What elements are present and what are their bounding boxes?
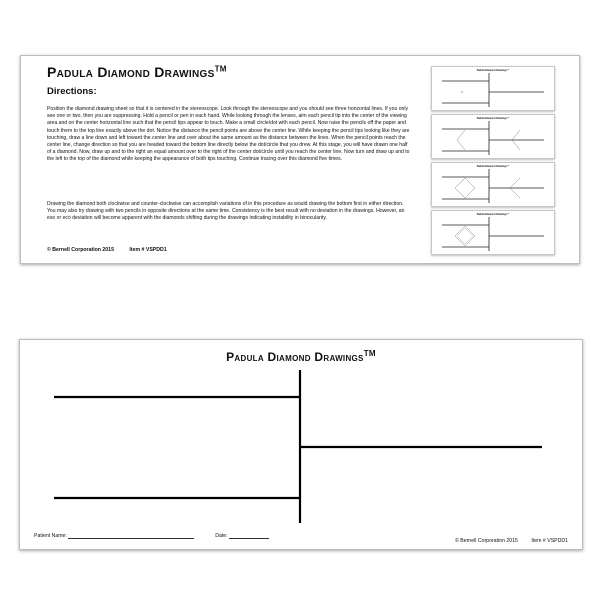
thumbnail-title: Padula Diamond Drawings™ [476, 69, 510, 72]
item-number: Item # VSPDD1 [531, 538, 568, 544]
patient-info-row [34, 533, 269, 539]
worksheet-card [19, 339, 583, 550]
copyright-text: © Bernell Corporation 2015 [47, 247, 114, 253]
date-field[interactable] [229, 533, 269, 539]
diamond-drawing-grid[interactable] [20, 340, 582, 549]
patient-name-field[interactable] [68, 533, 194, 539]
directions-paragraph-2: Drawing the diamond both clockwise and counter-clockwise can accomplish variations of in this procedure as would drawing the bottom first in either direction. You may also try drawing with two pencils in opposite directions at the same time. Consistency is the best result with no deviation in the drawings. However, an eso or eco deviation will become apparent with the diamonds shifting during the drawings indicating instability in binocularity. [47, 201, 405, 222]
patient-name-label: Patient Name: [34, 533, 67, 539]
thumbnail-step-1 [431, 66, 555, 111]
directions-footer [47, 247, 181, 253]
thumbnail-title: Padula Diamond Drawings™ [476, 117, 510, 120]
directions-title: Padula Diamond Drawings™ [47, 64, 227, 80]
item-number: Item # VSPDD1 [129, 247, 167, 253]
thumbnail-step-3 [431, 162, 555, 207]
directions-card [20, 55, 580, 264]
date-label: Date: [215, 533, 228, 539]
directions-paragraph-1: Position the diamond drawing sheet so that it is centered in the stereoscope. Look through the stereoscope and you should see three horizontal lines. If you only see one or two, then you are suppressing. Hold a pencil or pen in each hand. While looking through the lenses, aim each pencil tip into the center of the viewing area and on the center horizontal line such that the pencil tips appear to touch. Make a small circle/dot with each pencil. Now raise the pencils off the paper and touch them to the top line exactly above the dot. Notice the distance the pencil points are above the center line. While keeping the pencil tips looking like they are touching, draw a line down and left toward the center line and over about the same amount as the distance between the lines. When the pencil points reach the center line, change direction so that you are headed toward the bottom line directly below the dot/circle that you drew. At this stage, you will have drawn one half of a diamond. Now, draw up and to the right an equal amount over to the right of the center dot/circle until you reach the center line. Now turn and draw up and to the left to the top of the diamond while keeping the appearance of both tips touching. Continue tracing over this diamond five times. [47, 106, 410, 163]
thumbnail-step-2 [431, 114, 555, 159]
worksheet-footer [443, 538, 568, 544]
worksheet-title: Padula Diamond Drawings™ [226, 349, 376, 364]
thumbnail-title: Padula Diamond Drawings™ [476, 213, 510, 216]
thumbnail-step-4 [431, 210, 555, 255]
directions-heading: Directions: [47, 86, 97, 97]
copyright-text: © Bernell Corporation 2015 [454, 538, 518, 544]
thumbnail-title: Padula Diamond Drawings™ [476, 165, 510, 168]
